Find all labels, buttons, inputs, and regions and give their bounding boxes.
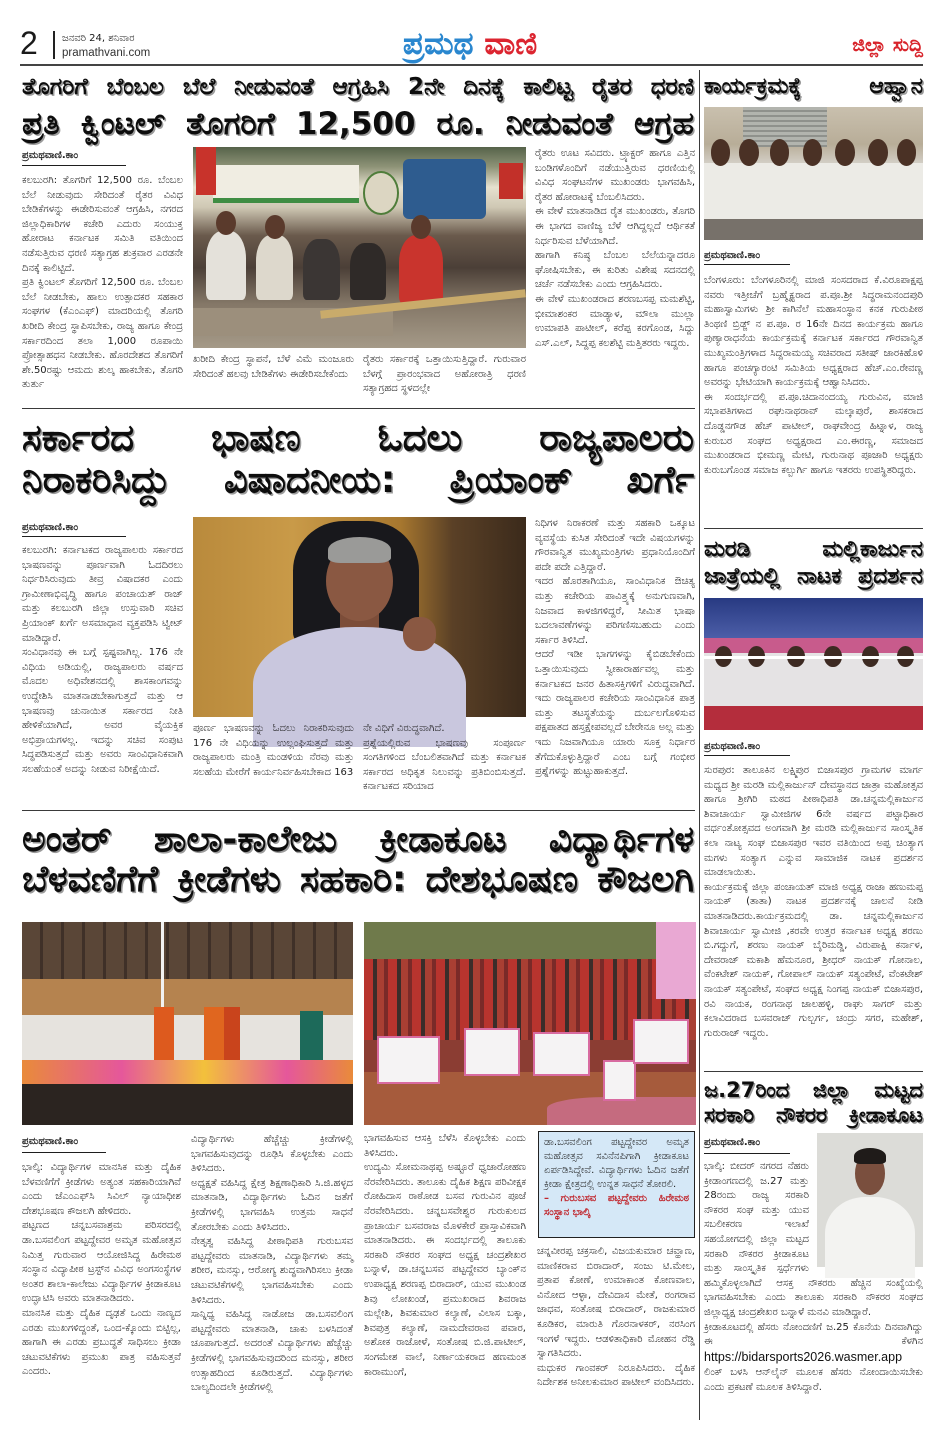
photo-portrait xyxy=(817,1133,923,1267)
byline: ಪ್ರಮಥವಾಣಿ.ಕಾಂ xyxy=(704,250,761,261)
photo-students-seated xyxy=(364,922,696,1125)
byline-underline xyxy=(22,1152,106,1153)
masthead-logo xyxy=(360,25,580,63)
article-column xyxy=(537,1245,695,1427)
sidebar-article-text xyxy=(704,274,923,520)
sidebar-divider xyxy=(704,528,923,529)
paragraph: ಹಾಗಾಗಿ ಕನಿಷ್ಠ ಬೆಂಬಲ ಬೆಲೆಯನ್ನಾದರೂ ಘೋಷಿಸಬೇಕು, ಈ ಕುರಿತು ವಿಶೇಷ ಸದನದಲ್ಲಿ ಚರ್ಚೆ ನಡೆಸಬೇಕು ಎಂದು ಆಗ್ರಹಿಸಿದರು. xyxy=(535,250,695,291)
photo-banner xyxy=(213,165,360,203)
article-column xyxy=(22,1161,181,1427)
byline: ಪ್ರಮಥವಾಣಿ.ಕಾಂ xyxy=(704,741,761,752)
photo-head xyxy=(835,139,855,166)
article-divider xyxy=(22,810,695,811)
photo-hair xyxy=(854,1148,886,1164)
photo-ribbon xyxy=(704,656,923,659)
photo-banner xyxy=(704,638,923,654)
paragraph: ಭಾಗವಹಿಸುವ ಆಸಕ್ತಿ ಬೆಳೆಸಿ ಕೊಳ್ಳಬೇಕು ಎಂದು ತಿಳಿಸಿದರು. xyxy=(364,1133,526,1159)
paragraph: ಈ ವೇಳೆ ಮಾತನಾಡಿದ ರೈತ ಮುಖಂಡರು, ತೊಗರಿ ಈ ಭಾಗದ ವಾಣಿಜ್ಯ ಬೆಳೆ ಆಗಿದ್ದಲ್ಲದೆ ಆರ್ಥಿಕತೆ ನಿರ್ಧರಿಸುವ ಬೆಳೆಯಾಗಿದೆ. xyxy=(535,206,695,247)
photo-flag xyxy=(196,147,216,195)
sidebar-headline-line: ಸರಕಾರಿ ನೌಕರರ ಕ್ರೀಡಾಕೂಟ xyxy=(704,1103,923,1127)
pull-quote-box xyxy=(538,1131,695,1238)
photo-placard xyxy=(377,1036,440,1085)
registration-link[interactable]: https://bidarsports2026.wasmer.app xyxy=(704,1349,903,1364)
byline: ಪ್ರಮಥವಾಣಿ.ಕಾಂ xyxy=(704,1137,761,1148)
photo-floor xyxy=(704,219,923,240)
masthead-part-2: ವಾಣಿ xyxy=(484,26,538,62)
article-column xyxy=(193,353,354,405)
article-divider xyxy=(22,408,695,409)
photo-flag xyxy=(656,922,696,999)
paragraph: ಚನ್ನವೀರಪ್ಪ ಚಕ್ರಸಾಲಿ, ವಿಜಯಕುಮಾರ ಚವ್ಹಾಣ, ಮಾಣಿಕರಾವ ಬಿರಾದಾರ್, ಸಂಜು ಟಿ.ಮೇಲ, ಪ್ರತಾಪ ಕೋಣೆ, ಉಮಾಕಾಂತ ಕೋಣವಾಲ, ವಿನೋದ ಆಳ್ಳಾ, ದೇವಿದಾಸ ಮೇತೆ, ರಂಗರಾವ ಜಾಧವ, ಸಂತೋಷ ಬಿರಾದಾರ್, ರಾಜಕುಮಾರ ಕೂಡಿಕರ, ಮಾರುತಿ ಗೊರನಾಳಕರ್, ನರಸಿಂಗ ಇಂಗಳೆ ಇದ್ದರು. ಆಡಳಿತಾಧಿಕಾರಿ ಮೋಹನ ರೆಡ್ಡಿ ಸ್ವಾಗತಿಸಿದರು. xyxy=(537,1246,695,1360)
section-label: ಜಿಲ್ಲಾ ಸುದ್ದಿ xyxy=(852,34,923,56)
paragraph: ನೇತೃತ್ವ ವಹಿಸಿದ್ದ ಪೀಠಾಧಿಪತಿ ಗುರುಬಸವ ಪಟ್ಟದ್ದೇವರು ಮಾತನಾಡಿ, ವಿದ್ಯಾರ್ಥಿಗಳು ತಮ್ಮ ಶರೀರ, ಮನಸ್ಸು, ಆರೋಗ್ಯ ಶುದ್ಧವಾಗಿರಿಸಲು ಕ್ರೀಡಾ ಚಟುವಟಿಕೆಗಳಲ್ಲಿ ಭಾಗವಹಿಸಬೇಕು ಎಂದು ತಿಳಿಸಿದರು. xyxy=(191,1236,353,1306)
paragraph: ಭಾಲ್ಕಿ: ವಿದ್ಯಾರ್ಥಿಗಳ ಮಾನಸಿಕ ಮತ್ತು ದೈಹಿಕ ಬೆಳವಣಿಗೆಗೆ ಕ್ರೀಡೆಗಳು ಅತ್ಯಂತ ಸಹಕಾರಿಯಾಗಿವೆ ಎಂದು ಜೆಎಂಎಫ್‌ಸಿ ಸಿವಿಲ್ ನ್ಯಾಯಾಧೀಶ ದೇಶಭೂಷಣ ಕೌಜಲಗಿ ಹೇಳಿದರು. xyxy=(22,1162,181,1217)
photo-person xyxy=(206,231,246,299)
photo-farmers-protest xyxy=(193,147,526,348)
photo-flag xyxy=(499,163,522,199)
article-headline-line: ನಿರಾಕರಿಸಿದ್ದು ವಿಷಾದನೀಯ: ಪ್ರಿಯಾಂಕ್ ಖರ್ಗೆ xyxy=(22,458,694,501)
article-headline-line: ಸರ್ಕಾರದ ಭಾಷಣ ಓದಲು ರಾಜ್ಯಪಾಲರು xyxy=(22,416,694,459)
paragraph: ಉದ್ಯಮಿ ಸೋಮನಾಥಪ್ಪ ಅಷ್ಟೂರೆ ಧ್ವಜಾರೋಹಣ ನೆರವೇರಿಸಿದರು. ತಾಲೂಕು ದೈಹಿಕ ಶಿಕ್ಷಣ ಪರಿವೀಕ್ಷಕ ರೋಹಿದಾಸ ರಾಠೋಡ ಬಸವ ಗುರುವಿನ ಪೂಜೆ ನೆರವೇರಿಸಿದರು. ಚನ್ನಬಸವೇಶ್ವರ ಗುರುಕುಲದ ಪ್ರಾಚಾರ್ಯ ಬಸವರಾಜ ಮೊಳಕೇರೆ ಪ್ರಾಸ್ತಾವಿಕವಾಗಿ ಮಾತನಾಡಿದರು. ಈ ಸಂದರ್ಭದಲ್ಲಿ ತಾಲೂಕು ಸರಕಾರಿ ನೌಕರರ ಸಂಘದ ಅಧ್ಯಕ್ಷ ಚಂದ್ರಶೇಖರ ಬನ್ನಾಳೆ, ಡಾ.ಚನ್ನಬಸವ ಪಟ್ಟದ್ದೇವರ ಬ್ಯಾಂಕ್‌ನ ಉಪಾಧ್ಯಕ್ಷ ಶರಣಪ್ಪ ಬಿರಾದಾರ್, ಯುವ ಮುಖಂಡ ಶಿವು ಲೋಖಂಡೆ, ಪ್ರಮುಖರಾದ ಶಿವರಾಜ ಮಲ್ಲೇಶಿ, ಶಿವಕುಮಾರ ಕಲ್ಯಾಣೆ, ವಿಲಾಸ ಬಕ್ಕಾ, ಶಿವಪುತ್ರ ಕಲ್ಯಾಣೆ, ನಾಮದೇವರಾವ ಪವಾರ, ಅಶೋಕ ರಾಜೋಳೆ, ಸಂತೋಷ ಬಿ.ಜಿ.ಪಾಟೀಲ್, ಸಂಗಮೇಶ ವಾಲೆ, ನಿರ್ಣಾಯಕರಾದ ಹಣಮಂತ ಕಾರಾಮುಂಗೆ, xyxy=(364,1162,526,1378)
photo-head xyxy=(803,139,823,166)
photo-trees xyxy=(364,922,696,959)
paragraph-text: ಕ್ರೀಡಾಕೂಟದಲ್ಲಿ ಹೆಸರು ನೋಂದಣಿಗೆ ಜ.25 ಕೊನೆಯ ದಿನವಾಗಿದ್ದು ಈ ಕೆಳಗಿನ xyxy=(704,1321,923,1348)
sidebar-column-rule xyxy=(699,70,700,1420)
article-column xyxy=(535,147,695,405)
photo-head xyxy=(868,139,888,166)
byline-underline xyxy=(22,165,126,166)
article-headline: ಪ್ರತಿ ಕ್ವಿಂಟಲ್ ತೊಗರಿಗೆ 12,500 ರೂ. ನೀಡುವಂತೆ ಆಗ್ರಹ xyxy=(22,106,694,142)
photo-placard xyxy=(464,1028,520,1077)
paragraph: ಈ ವೇಳೆ ಮುಖಂಡರಾದ ಶರಣಬಸಪ್ಪ ಮಮಶೆಟ್ಟಿ, ಭೀಮಾಶಂಕರ ಮಾಡ್ಯಾಳ, ಮೌಲಾ ಮುಲ್ಲಾ ಉಮಾಪತಿ ಪಾಟೀಲ್, ಕರೆಪ್ಪ ಕರಗೊಂಡ, ಸಿದ್ದು ಎಸ್.ಎಲ್, ಸಿದ್ದಪ್ಪ ಕಲಶೆಟ್ಟಿ ಮತ್ತಿತರರು ಇದ್ದರು. xyxy=(535,293,695,349)
byline-underline xyxy=(704,1153,790,1154)
paragraph: ಈ ಸಂದರ್ಭದಲ್ಲಿ ಪ.ಪೂ.ಚಿದಾನಂದಯ್ಯ ಗುರುವಿನ, ಮಾಜಿ ಸಭಾಪತಿಗಳಾದ ರಘುನಾಥರಾವ್ ಮಲ್ಕಾಪುರೆ, ಶಾಸಕರಾದ ದೊಡ್ಡನಗೌಡ ಹೆಚ್ ಪಾಟೀಲ್, ರಾಘವೇಂದ್ರ ಹಿಟ್ನಾಳ, ರಾಜ್ಯ ಕುರುಬರ ಸಂಘದ ಅಧ್ಯಕ್ಷರಾದ ಎಂ.ಈರಣ್ಣ, ಸಮಾಜದ ಮುಖಂಡರಾದ ಭೀಮಣ್ಣ ಮೇಟಿ, ಗುರುನಾಥ ಪೂಜಾರಿ ಅಧ್ಯಕ್ಷರು ಕುರುಬಗೊಂಡ ಸಮಾಜ ಕಲ್ಬುರ್ಗಿ ಹಾಗೂ ಇತರರು ಉಪಸ್ಥಿತರಿದ್ದರು. xyxy=(704,391,923,476)
photo-shirt xyxy=(825,1197,914,1277)
photo-priyank-kharge xyxy=(193,517,526,717)
byline-underline xyxy=(704,755,790,756)
paragraph: ಸಾನ್ನಿಧ್ಯ ವಹಿಸಿದ್ದ ನಾಡೋಜ ಡಾ.ಬಸವಲಿಂಗ ಪಟ್ಟದ್ದೇವರು ಮಾತನಾಡಿ, ಚಾಕು ಬಳಸಿದಂತೆ ಚೂಪಾಗುತ್ತದೆ. ಅದರಂತೆ ವಿದ್ಯಾರ್ಥಿಗಳು ಹೆಚ್ಚೆಚ್ಚು ಕ್ರೀಡೆಗಳಲ್ಲಿ ಭಾಗವಹಿಸುವುದರಿಂದ ಮನಸ್ಸು, ಶರೀರ ಉತ್ಸಾಹದಿಂದ ಕೂಡಿರುತ್ತದೆ. ವಿದ್ಯಾರ್ಥಿಗಳು ಬಾಲ್ಯದಿಂದಲೇ ಕ್ರೀಡೆಗಳಲ್ಲಿ xyxy=(191,1309,353,1394)
paragraph: ಪಟ್ಟಣದ ಚನ್ನಬಸವಾಶ್ರಮ ಪರಿಸರದಲ್ಲಿ ಡಾ.ಬಸವಲಿಂಗ ಪಟ್ಟದ್ದೇವರ ಅಮೃತ ಮಹೋತ್ಸವ ನಿಮಿತ್ತ ಗುರುವಾರ ಆಯೋಜಿಸಿದ್ದ ಹಿರೇಮಠ ಸಂಸ್ಥಾನ ವಿದ್ಯಾಪೀಠ ಟ್ರಸ್ಟ್‌ನ ವಿವಿಧ ಅಂಗಸಂಸ್ಥೆಗಳ ಅಂತರ ಶಾಲಾ-ಕಾಲೇಜು ವಿದ್ಯಾರ್ಥಿಗಳ ಕ್ರೀಡಾಕೂಟ ಉದ್ಘಾಟಿಸಿ ಅವರು ಮಾತನಾಡಿದರು. xyxy=(22,1220,181,1305)
header-rule xyxy=(20,64,923,66)
paragraph: ಆದರೆ ಇಡೀ ಭಾಗಗಳನ್ನು ಕೈಬಿಡಬೇಕೆಂದು ಒತ್ತಾಯಿಸುವುದು ಸ್ವೀಕಾರಾರ್ಹವಲ್ಲ ಮತ್ತು ಕರ್ನಾಟಕದ ಜನರ ಹಿತಾಸಕ್ತಿಗಳಿಗೆ ವಿರುದ್ಧವಾಗಿದೆ. ಇದು ರಾಜ್ಯಪಾಲರ ಕಚೇರಿಯ ಸಾಂವಿಧಾನಿಕ ಪಾತ್ರ ಮತ್ತು ತಟಸ್ಥತೆಯನ್ನು ದುರ್ಬಲಗೊಳಿಸುವ ಪಕ್ಷಪಾತದ ಹಸ್ತಕ್ಷೇಪವಲ್ಲದೆ ಬೇರೇನೂ ಅಲ್ಲ ಮತ್ತು ಇದು ನಿಜವಾಗಿಯೂ ಯಾರು ಸೂಕ್ತ ನಿರ್ಧಾರ ತೆಗೆದುಕೊಳ್ಳುತ್ತಿದ್ದಾರೆ ಎಂಬ ಬಗ್ಗೆ ಗಂಭೀರ ಪ್ರಶ್ನೆಗಳನ್ನು ಹುಟ್ಟುಹಾಕುತ್ತದೆ. xyxy=(535,649,695,778)
article-kicker: ತೊಗರಿಗೆ ಬೆಂಬಲ ಬೆಲೆ ನೀಡುವಂತೆ ಆಗ್ರಹಿಸಿ 2ನೇ ದಿನಕ್ಕೆ ಕಾಲಿಟ್ಟ ರೈತರ ಧರಣಿ xyxy=(22,74,694,100)
paragraph xyxy=(704,1321,923,1396)
photo-person-robe xyxy=(154,1007,174,1064)
paragraph: ಮಧುಕರ ಗಾಂವಕರ್ ನಿರೂಪಿಸಿದರು. ದೈಹಿಕ ನಿರ್ದೇಶಕ ಅನೀಲಕುಮಾರ ಪಾಟೀಲ್ ವಂದಿಸಿದರು. xyxy=(537,1362,695,1389)
photo-placard xyxy=(603,1060,636,1101)
photo-hair xyxy=(328,537,391,563)
photo-person xyxy=(303,239,340,299)
paragraph: ಕಲಬುರಗಿ: ತೊಗರಿಗೆ 12,500 ರೂ. ಬೆಂಬಲ ಬೆಲೆ ನೀಡುವುದು ಸೇರಿದಂತೆ ರೈತರ ವಿವಿಧ ಬೇಡಿಕೆಗಳನ್ನು ಈಡೇರಿಸುವಂತೆ ಆಗ್ರಹಿಸಿ, ನಗರದ ಜಿಲ್ಲಾಧಿಕಾರಿಗಳ ಕಚೇರಿ ಎದುರು ಸಂಯುಕ್ತ ಹೋರಾಟ ಕರ್ನಾಟಕ ಸಮಿತಿ ವತಿಯಿಂದ ನಡೆಸುತ್ತಿರುವ ಧರಣಿ ಸತ್ಯಾಗ್ರಹ ಶುಕ್ರವಾರ ಎರಡನೇ ದಿನಕ್ಕೆ ಕಾಲಿಟ್ಟಿದೆ. xyxy=(22,175,183,274)
article-column xyxy=(22,174,183,405)
photo-head xyxy=(897,139,917,166)
photo-sign xyxy=(363,171,400,215)
page-number: 2 xyxy=(20,25,38,61)
website-link[interactable]: pramathvani.com xyxy=(62,47,151,59)
photo-drama-inauguration xyxy=(704,598,923,730)
paragraph: ಇದರ ಹೊರತಾಗಿಯೂ, ಸಾಂವಿಧಾನಿಕ ಔಚಿತ್ಯ ಮತ್ತು ಕಚೇರಿಯ ಪಾವಿತ್ರ್ಯಕ್ಕೆ ಅನುಗುಣವಾಗಿ, ನಿಜವಾದ ಕಾಳಜಿಗಳಿದ್ದರೆ, ಸೀಮಿತ ಭಾಷಾ ಬದಲಾವಣೆಗಳನ್ನು ಪರಿಗಣಿಸಬಹುದು ಎಂದು ಸರ್ಕಾರ ತಿಳಿಸಿದೆ. xyxy=(535,576,695,646)
byline: ಪ್ರಮಥವಾಣಿ.ಕಾಂ xyxy=(22,150,79,161)
article-column xyxy=(363,722,526,802)
pull-quote-text: ಡಾ.ಬಸವಲಿಂಗ ಪಟ್ಟದ್ದೇವರ ಅಮೃತ ಮಹೋತ್ಸವ ಸವಿನೆನಪಿಗಾಗಿ ಕ್ರೀಡಾಕೂಟ ಏರ್ಪಡಿಸಿದ್ದೇವೆ. ವಿದ್ಯಾರ್ಥಿಗಳು ಓದಿನ ಜತೆಗೆ ಕ್ರೀಡಾ ಕ್ಷೇತ್ರದಲ್ಲಿ ಉನ್ನತ ಸಾಧನೆ ತೋರಲಿ. xyxy=(544,1137,689,1190)
photo-placard xyxy=(533,1032,589,1077)
article-column xyxy=(191,1133,353,1427)
photo-head xyxy=(711,139,731,166)
photo-head xyxy=(770,139,790,166)
photo-head xyxy=(265,215,285,239)
photo-person-robe xyxy=(204,1007,224,1064)
photo-person xyxy=(399,235,442,303)
photo-person-robe xyxy=(224,1007,241,1064)
paragraph: ನಿಧಿಗಳ ನಿರಾಕರಣೆ ಮತ್ತು ಸಹಕಾರಿ ಒಕ್ಕೂಟ ವ್ಯವಸ್ಥೆಯ ಕುಸಿತ ಸೇರಿದಂತೆ ಇದೇ ವಿಷಯಗಳನ್ನು ಗೌರವಾನ್ವಿತ ಮುಖ್ಯಮಂತ್ರಿಗಳು ಪ್ರಧಾನಿಯೊಂದಿಗೆ ಪದೇ ಪದೇ ಎತ್ತಿದ್ದಾರೆ. xyxy=(535,518,695,573)
paragraph: ಭಾಲ್ಕಿ: ಬೀದರ್ ನಗರದ ನೆಹರು ಕ್ರೀಡಾಂಗಣದಲ್ಲಿ ಜ.27 ಮತ್ತು 28ರಂದು ರಾಜ್ಯ ಸರಕಾರಿ ನೌಕರರ ಸಂಘ ಮತ್ತು ಯುವ ಸಬಲೀಕರಣ ಇಲಾಖೆ ಸಹಯೋಗದಲ್ಲಿ ಜಿಲ್ಲಾ ಮಟ್ಟದ ಸರಕಾರಿ ನೌಕರರ ಕ್ರೀಡಾಕೂಟ ಮತ್ತು ಸಾಂಸ್ಕೃತಿಕ ಸ್ಪರ್ಧೆಗಳು ಹಮ್ಮಿಕೊಳ್ಳಲಾಗಿದೆ ಆಸಕ್ತ ನೌಕರರು ಹೆಚ್ಚಿನ ಸಂಖ್ಯೆಯಲ್ಲಿ ಭಾಗವಹಿಸಬೇಕು ಎಂದು ತಾಲೂಕು ಸರಕಾರಿ ನೌಕರರ ಸಂಘದ ಜಿಲ್ಲಾಧ್ಯಕ್ಷ ಚಂದ್ರಶೇಖರ ಬನ್ನಾಳೆ ಮನವಿ ಮಾಡಿದ್ದಾರೆ. xyxy=(704,1161,923,1318)
article-headline-line: ಬೆಳವಣಿಗೆಗೆ ಕ್ರೀಡೆಗಳು ಸಹಕಾರಿ: ದೇಶಭೂಷಣ ಕೌಜಲಗಿ xyxy=(22,859,694,900)
sidebar-article-text xyxy=(704,764,923,1064)
article-column xyxy=(535,517,695,802)
paragraph: ಪ್ರಶ್ನೆಯಲ್ಲಿರುವ ಭಾಷಣವು ಸಂಪೂರ್ಣ ಸಂಗತಿಗಳಿಂದ ಬೆಂಬಲಿತವಾಗಿದೆ ಮತ್ತು ಕರ್ನಾಟಕ ಸರ್ಕಾರದ ಅಧಿಕೃತ ನಿಲುವನ್ನು ಪ್ರತಿಬಿಂಬಿಸುತ್ತದೆ. ಕರ್ನಾಟಕದ ಸರಿಯಾದ xyxy=(363,737,526,793)
photo-tractor xyxy=(403,159,486,219)
paragraph: ವಿದ್ಯಾರ್ಥಿಗಳು ಹೆಚ್ಚೆಚ್ಚು ಕ್ರೀಡೆಗಳಲ್ಲಿ ಭಾಗವಹಿಸುವುದನ್ನು ರೂಢಿಸಿ ಕೊಳ್ಳಬೇಕು ಎಂದು ತಿಳಿಸಿದರು. xyxy=(191,1134,353,1175)
photo-hand xyxy=(403,617,436,651)
photo-tent xyxy=(704,598,923,638)
photo-roof xyxy=(22,922,353,979)
sidebar-headline-line: ಜ.27ರಿಂದ ಜಿಲ್ಲಾ ಮಟ್ಟದ xyxy=(704,1078,923,1102)
header-divider xyxy=(53,31,55,59)
sidebar-headline: ಕಾರ್ಯಕ್ರಮಕ್ಕೆ ಆಹ್ವಾನ xyxy=(704,74,923,99)
paragraph: ರೈತರು ಸರ್ಕಾರಕ್ಕೆ ಒತ್ತಾಯಿಸುತ್ತಿದ್ದಾರೆ. ಗುರುವಾರ ಬೆಳಗ್ಗೆ ಪ್ರಾರಂಭವಾದ ಅಹೋರಾತ್ರಿ ಧರಣಿ ಸತ್ಯಾಗ್ರಹದ ಸ್ಥಳದಲ್ಲೇ xyxy=(363,354,526,395)
pull-quote-attribution: – ಗುರುಬಸವ ಪಟ್ಟದ್ದೇವರು ಹಿರೇಮಠ ಸಂಸ್ಥಾನ ಭಾಲ್ಕಿ xyxy=(544,1193,689,1218)
photo-person xyxy=(256,235,293,299)
article-headline-line: ಅಂತರ್ ಶಾಲಾ-ಕಾಲೇಜು ಕ್ರೀಡಾಕೂಟ ವಿದ್ಯಾರ್ಥಿಗಳ xyxy=(22,819,694,860)
photo-stage-wall xyxy=(22,979,353,1016)
paragraph: ಕಾರ್ಯಕ್ರಮಕ್ಕೆ ಜಿಲ್ಲಾ ಪಂಚಾಯತ್ ಮಾಜಿ ಅಧ್ಯಕ್ಷ ರಾಜಾ ಹಣುಮಪ್ಪ ನಾಯಕ್ (ತಾತಾ) ನಾಟಕ ಪ್ರದರ್ಶನಕ್ಕೆ ಚಾಲನೆ ನೀಡಿ ಮಾತನಾಡಿದರು.ಕಾರ್ಯಕ್ರಮದಲ್ಲಿ ಡಾ. ಚನ್ನಮಲ್ಲಿಕಾರ್ಜುನ ಶಿವಾಚಾರ್ಯ ಸ್ವಾಮೀಜಿ ,ಕರವೇ ಉತ್ತರ ಕರ್ನಾಟಕ ಅಧ್ಯಕ್ಷ ಶರಣು ಬಿ.ಗದ್ದುಗೆ, ಶರಣು ನಾಯಕ್ ಬೈರಿಮಡ್ಡಿ, ವಿರುಪಾಕ್ಷಿ ಕರ್ನಾಳ, ದೇವರಾಜ್ ಮಕಾಶಿ ಹೆಮನೂರ, ಶ್ರೀಧರ್ ನಾಯಕ್ ಗೋನಾಲ, ವೆಂಕಟೇಶ್ ನಾಯಕ್, ಗೋಪಾಲ್ ನಾಯಕ್ ಸತ್ಯಂಪೇಟೆ, ವೆಂಕಟೇಶ್ ನಾಯಕ್ ಸತ್ಯಂಪೇಟೆ, ಸಂಘದ ಅಧ್ಯಕ್ಷ ನಿಂಗಪ್ಪ ನಾಯಕ್ ಬಿಜಾಸಪುರ, ರವಿ ನಾಯಕ, ರಂಗನಾಥ ಜಾಲಹಳ್ಳಿ, ರಾಘು ಸಾಗರ್ ಮತ್ತು ಕಲಾವಿದರಾದ ಬಸವರಾಜ್ ಗುಲ್ಬರ್ಗ, ಚಂದ್ರು ಸಗರ, ಮಹೇಶ್, ಗುರುರಾಜ್ ಇದ್ದರು. xyxy=(704,881,923,1039)
paragraph: ಕಲಬುರಗಿ: ಕರ್ನಾಟಕದ ರಾಜ್ಯಪಾಲರು ಸರ್ಕಾರದ ಭಾಷಣವನ್ನು ಪೂರ್ಣವಾಗಿ ಓದದಿರಲು ನಿರ್ಧರಿಸಿರುವುದು ತೀವ್ರ ವಿಷಾದಕರ ಎಂದು ಗ್ರಾಮೀಣಾಭಿವೃದ್ಧಿ ಹಾಗೂ ಪಂಚಾಯತ್ ರಾಜ್ ಮತ್ತು ಕಲಬುರಗಿ ಜಿಲ್ಲಾ ಉಸ್ತುವಾರಿ ಸಚಿವ ಪ್ರಿಯಾಂಕ್ ಖರ್ಗೆ ಅಸಮಾಧಾನ ವ್ಯಕ್ತಪಡಿಸಿ ಟ್ವೀಟ್ ಮಾಡಿದ್ದಾರೆ. xyxy=(22,545,183,644)
sidebar-headline-line: ಜಾತ್ರೆಯಲ್ಲಿ ನಾಟಕ ಪ್ರದರ್ಶನ xyxy=(704,564,923,589)
paragraph: ಬೆಂಗಳೂರು: ಬೆಂಗಳೂರಿನಲ್ಲಿ ಮಾಜಿ ಸಂಸದರಾದ ಕೆ.ವಿರೂಪಾಕ್ಷಪ್ಪ ನವರು ಇತ್ತೀಚೆಗೆ ಬ್ರಹ್ಮೈಕ್ಯರಾದ ಪ.ಪೂ.ಶ್ರೀ ಸಿದ್ಧರಾಮನಂದಪುರಿ ಮಹಾಸ್ವಾಮಿಗಳು ಶ್ರೀ ಕಾಗಿನೆಲೆ ಮಹಾಸಂಸ್ಥಾನ ಕನಕ ಗುರುಪೀಠ ತಿಂಥಣಿ ಬ್ರಿಡ್ಜ್ ನ ಪ.ಪೂ. ರ 16ನೇ ದಿನದ ಕಾರ್ಯಕ್ರಮ ಹಾಗೂ ಪುಣ್ಯಾರಾಧನೆಯ ಕಾರ್ಯಕ್ರಮಕ್ಕೆ ಕರ್ನಾಟಕ ಸರ್ಕಾರದ ಗೌರವಾನ್ವಿತ ಮುಖ್ಯಮಂತ್ರಿಗಳಾದ ಸಿದ್ದರಾಮಯ್ಯ ಸಚಿವರಾದ ಸತೀಷ್ ಜಾರಕಿಹೊಳಿ ಹಾಗೂ ಪಂಚಗ್ಯಾರಂಟಿ ಸಮಿತಿಯ ಅಧ್ಯಕ್ಷರಾದ ಹೆಚ್.ಎಂ.ರೇವಣ್ಣ ಅವರನ್ನು ಭೇಟಿಯಾಗಿ ಕಾರ್ಯಕ್ರಮಕ್ಕೆ ಆಹ್ವಾನಿಸಿದರು. xyxy=(704,275,923,389)
byline-underline xyxy=(704,264,790,265)
sidebar-divider xyxy=(704,1071,923,1072)
photo-head xyxy=(739,139,759,166)
paragraph: ಸಂವಿಧಾನವು ಈ ಬಗ್ಗೆ ಸ್ಪಷ್ಟವಾಗಿಲ್ಲ. 176 ನೇ ವಿಧಿಯ ಅಡಿಯಲ್ಲಿ, ರಾಜ್ಯಪಾಲರು ವರ್ಷದ ಮೊದಲ ಅಧಿವೇಶನದಲ್ಲಿ ಶಾಸಕಾಂಗವನ್ನು ಉದ್ದೇಶಿಸಿ ಮಾತನಾಡಬೇಕಾಗುತ್ತದೆ ಮತ್ತು ಆ ಭಾಷಣವು ಚುನಾಯಿತ ಸರ್ಕಾರದ ನೀತಿ ಹೇಳಿಕೆಯಾಗಿದೆ, ಅವರ ವೈಯಕ್ತಿಕ ಅಭಿಪ್ರಾಯಗಳಲ್ಲ. ಇದನ್ನು ಸಚಿವ ಸಂಪುಟ ಸಿದ್ಧಪಡಿಸುತ್ತದೆ ಮತ್ತು ಅವರು ಸಾಂವಿಧಾನಿಕವಾಗಿ ಸಲಹೆಯಂತೆ ಅದನ್ನು ನೀಡುವ ನಿರೀಕ್ಷೆಯಿದೆ. xyxy=(22,647,183,775)
sidebar-article xyxy=(704,1133,923,1428)
photo-person xyxy=(350,243,387,299)
sidebar-headline-line: ಮರಡಿ ಮಲ್ಲಿಕಾರ್ಜುನ xyxy=(704,537,923,562)
paragraph: ಅಧ್ಯಕ್ಷತೆ ವಹಿಸಿದ್ದ ಕ್ಷೇತ್ರ ಶಿಕ್ಷಣಾಧಿಕಾರಿ ಸಿ.ಜಿ.ಹಳ್ಳದ ಮಾತನಾಡಿ, ವಿದ್ಯಾರ್ಥಿಗಳು ಓದಿನ ಜತೆಗೆ ಕ್ರೀಡೆಗಳಲ್ಲಿ ಭಾಗವಹಿಸಿ ಉತ್ತಮ ಸಾಧನೆ ತೋರಬೇಕು ಎಂದು ತಿಳಿಸಿದರು. xyxy=(191,1177,353,1233)
paragraph: ಪೂರ್ಣ ಭಾಷಣವನ್ನು ಓದಲು ನಿರಾಕರಿಸುವುದು 176 ನೇ ವಿಧಿಯನ್ನು ಉಲ್ಲಂಘಿಸುತ್ತದೆ ಮತ್ತು ರಾಜ್ಯಪಾಲರು ಮಂತ್ರಿ ಮಂಡಳಿಯ ನೆರವು ಮತ್ತು ಸಲಹೆಯ ಮೇರೆಗೆ ಕಾರ್ಯನಿರ್ವಹಿಸಬೇಕಾದ 163 xyxy=(193,723,354,778)
paragraph: ನೇ ವಿಧಿಗೆ ವಿರುದ್ಧವಾಗಿದೆ. xyxy=(363,723,445,734)
photo-placard xyxy=(633,1019,689,1064)
byline: ಪ್ರಮಥವಾಣಿ.ಕಾಂ xyxy=(22,1136,79,1147)
photo-rangoli xyxy=(547,1097,696,1125)
photo-flag-pole xyxy=(161,922,164,1015)
photo-person xyxy=(300,1011,323,1060)
photo-invitation-meeting xyxy=(704,107,923,240)
issue-date: ಜನವರಿ 24, ಶನಿವಾರ xyxy=(62,33,135,44)
photo-carpet xyxy=(704,706,923,730)
byline: ಪ್ರಮಥವಾಣಿ.ಕಾಂ xyxy=(22,522,79,533)
photo-stage-salute xyxy=(22,922,353,1125)
paragraph: ಸುರಪುರ: ತಾಲೂಕಿನ ಲಕ್ಷ್ಮಿಪುರ ಬಿಜಾಸಪುರ ಗ್ರಾಮಗಳ ಮಾರ್ಗ ಮಧ್ಯದ ಶ್ರೀ ಮರಡಿ ಮಲ್ಲಿಕಾರ್ಜುನ್ ದೇವಸ್ಥಾನದ ಜಾತ್ರಾ ಮಹೋತ್ಸವ ಹಾಗೂ ಶ್ರೀಗಿರಿ ಮಠದ ಪೀಠಾಧಿಪತಿ ಡಾ.ಚನ್ನಮಲ್ಲಿಕಾರ್ಜುನ ಶಿವಾಚಾರ್ಯ ಸ್ವಾಮೀಜಿಗಳ 6ನೇ ವರ್ಷದ ಪಟ್ಟಾಧಿಕಾರ ವರ್ಧಂತೋತ್ಸವದ ಅಂಗವಾಗಿ ಶ್ರೀ ಮರಡಿ ಮಲ್ಲಿಕಾರ್ಜುನ ಸಾಂಸ್ಕೃತಿಕ ಕಲಾ ನಾಟ್ಯ ಸಂಘ ಬಿಜಾಸಪುರ ಇವರ ವತಿಯಿಂದ ಅಪ್ಪ ಚಿಂತ್ಯಾಗ ಮಗಳು ಸಂತ್ಯಾಗ ಎನ್ನುವ ಸಾಮಾಜಿಕ ನಾಟಕ ಪ್ರದರ್ಶನ ಮಾಡಲಾಯಿತು. xyxy=(704,765,923,879)
article-column xyxy=(363,353,526,405)
article-column xyxy=(22,544,183,802)
photo-students xyxy=(22,1084,353,1125)
byline-underline xyxy=(22,536,126,537)
paragraph-text: ಲಿಂಕ್ ಬಳಸಿ ಆನ್‌ಲೈನ್ ಮೂಲಕ ಹೆಸರು ನೋಂದಾಯಿಸಬೇಕು ಎಂದು ಪ್ರಕಟಣೆ ಮೂಲಕ ತಿಳಿಸಿದ್ದಾರೆ. xyxy=(704,1367,923,1393)
paragraph: ಪ್ರತಿ ಕ್ವಿಂಟಲ್ ತೊಗರಿಗೆ 12,500 ರೂ. ಬೆಂಬಲ ಬೆಲೆ ನೀಡಬೇಕು, ಹಾಲು ಉತ್ಪಾದಕರ ಸಹಕಾರ ಸಂಘಗಳ (ಕೆಎಂಎಫ್) ಮಾದರಿಯಲ್ಲಿ ತೊಗರಿ ಖರೀದಿ ಕೇಂದ್ರ ಸ್ಥಾಪಿಸಬೇಕು, ರಾಜ್ಯ ಹಾಗೂ ಕೇಂದ್ರ ಸರ್ಕಾರದಿಂದ ತಲಾ 1,000 ರೂಪಾಯಿ ಪ್ರೋತ್ಸಾಹಧನ ನೀಡಬೇಕು. ಹೊರದೇಶದ ತೊಗರಿಗೆ ಶೇ.50ರಷ್ಟು ಆಮದು ಶುಲ್ಕ ಹಾಕಬೇಕು, ತೊಗರಿ ತುರ್ತು xyxy=(22,277,183,391)
masthead-part-1: ಪ್ರಮಥ xyxy=(402,26,474,62)
paragraph: ಮಾನಸಿಕ ಮತ್ತು ದೈಹಿಕ ದೃಢತೆ ಒಂದು ನಾಣ್ಯದ ಎರಡು ಮುಖಗಳಿದ್ದಂತೆ, ಒಂದ-ಕ್ಕೊಂದು ಬಿಟ್ಟಿಲ್ಲ, ಹಾಗಾಗಿ ಈ ಎರಡು ಪ್ರಬುದ್ಧತೆ ಸಾಧಿಸಲು ಕ್ರೀಡಾ ಚಟುವಟಿಕೆಗಳು ಪ್ರಮುಖ ಪಾತ್ರ ವಹಿಸುತ್ತವೆ ಎಂದರು. xyxy=(22,1307,181,1378)
article-column xyxy=(193,722,354,802)
paragraph: ಖರೀದಿ ಕೇಂದ್ರ ಸ್ಥಾಪನೆ, ಬೆಳೆ ವಿಮೆ ಮಂಜೂರು ಸೇರಿದಂತೆ ಹಲವು ಬೇಡಿಕೆಗಳು ಈಡೇರಿಸಬೇಕೆಂದು xyxy=(193,354,354,380)
paragraph: ರೈತರು ಊಟ ಸವಿದರು. ಟ್ರ್ಯಾಕ್ಟರ್ ಹಾಗೂ ಎತ್ತಿನ ಬಂಡಿಗಳೊಂದಿಗೆ ನಡೆಯುತ್ತಿರುವ ಧರಣಿಯಲ್ಲಿ ವಿವಿಧ ಸಂಘಟನೆಗಳ ಮುಖಂಡರು ಭಾಗವಹಿಸಿ, ರೈತರ ಹೋರಾಟಕ್ಕೆ ಬೆಂಬಲಿಸಿದರು. xyxy=(535,148,695,203)
article-column xyxy=(364,1132,526,1427)
photo-people-row xyxy=(704,163,923,219)
